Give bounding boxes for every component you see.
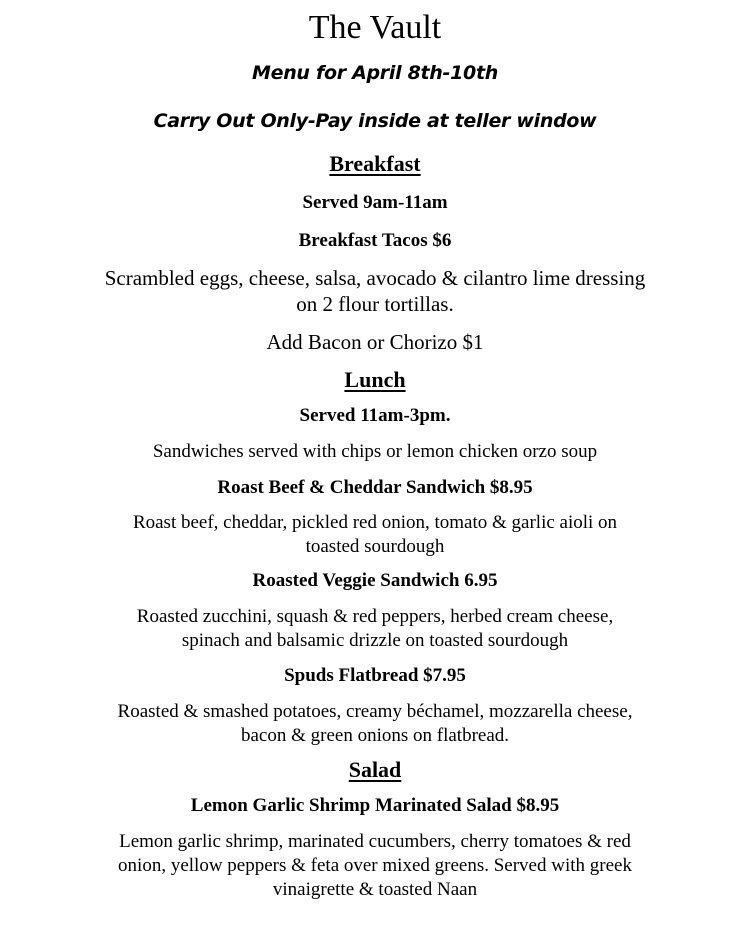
menu-item-desc-roasted-veggie-line-1: Roasted zucchini, squash & red peppers, herbed cream cheese, xyxy=(136,606,614,627)
menu-item-name-spuds-flatbread: Spuds Flatbread $7.95 xyxy=(284,665,466,686)
menu-item-desc-shrimp-salad-line-1: Lemon garlic shrimp, marinated cucumbers, cherry tomatoes & red xyxy=(119,831,631,852)
menu-item-desc-breakfast-tacos-line-1: Scrambled eggs, cheese, salsa, avocado & cilantro lime dressing xyxy=(104,266,646,290)
lunch-sides-note: Sandwiches served with chips or lemon chicken orzo soup xyxy=(152,441,598,462)
section-heading-salad: Salad xyxy=(348,757,402,782)
menu-item-desc-roast-beef-line-2: toasted sourdough xyxy=(305,536,445,557)
page-title: The Vault xyxy=(308,9,442,46)
breakfast-served-hours: Served 9am-11am xyxy=(302,192,448,213)
menu-item-desc-roasted-veggie-line-2: spinach and balsamic drizzle on toasted sourdough xyxy=(181,630,569,651)
lunch-served-hours: Served 11am-3pm. xyxy=(299,405,451,426)
menu-item-desc-roast-beef-line-1: Roast beef, cheddar, pickled red onion, tomato & garlic aioli on xyxy=(132,512,618,533)
menu-item-desc-breakfast-tacos-line-2: on 2 flour tortillas. xyxy=(296,292,454,316)
breakfast-addon: Add Bacon or Chorizo $1 xyxy=(266,330,484,354)
menu-item-name-roasted-veggie: Roasted Veggie Sandwich 6.95 xyxy=(252,570,498,591)
menu-item-name-breakfast-tacos: Breakfast Tacos $6 xyxy=(298,230,452,251)
menu-item-desc-spuds-flatbread-line-2: bacon & green onions on flatbread. xyxy=(240,725,510,746)
menu-item-name-roast-beef: Roast Beef & Cheddar Sandwich $8.95 xyxy=(217,477,533,498)
menu-item-name-shrimp-salad: Lemon Garlic Shrimp Marinated Salad $8.95 xyxy=(190,795,560,816)
menu-item-desc-shrimp-salad-line-2: onion, yellow peppers & feta over mixed greens. Served with greek xyxy=(118,855,632,876)
menu-item-desc-spuds-flatbread-line-1: Roasted & smashed potatoes, creamy béchamel, mozzarella cheese, xyxy=(117,701,633,722)
section-heading-lunch: Lunch xyxy=(344,367,406,392)
menu-dates: Menu for April 8th-10th xyxy=(252,62,498,84)
menu-item-desc-shrimp-salad-line-3: vinaigrette & toasted Naan xyxy=(272,879,478,900)
carry-out-notice: Carry Out Only-Pay inside at teller window xyxy=(153,110,597,132)
section-heading-breakfast: Breakfast xyxy=(329,151,421,176)
